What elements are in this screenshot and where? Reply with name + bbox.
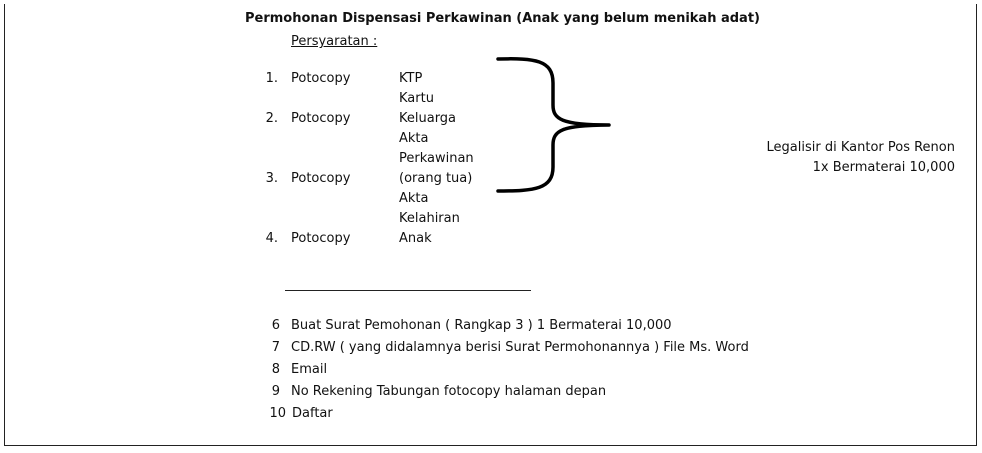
requirement-number: 3. (265, 171, 278, 186)
step-number: 10 (269, 406, 286, 421)
requirement-document: Keluarga (399, 111, 457, 126)
requirement-number: 2. (265, 111, 278, 126)
requirements-heading: Persyaratan : (291, 34, 378, 49)
requirement-document: Anak (399, 231, 432, 246)
step-text: No Rekening Tabungan fotocopy halaman depan (291, 384, 607, 399)
curly-brace-icon (495, 55, 615, 200)
requirement-action: Potocopy (291, 231, 351, 246)
step-number: 9 (271, 384, 280, 399)
step-text: Email (291, 362, 328, 377)
step-text: CD.RW ( yang didalamnya berisi Surat Permohonannya ) File Ms. Word (291, 340, 749, 355)
requirement-action: Potocopy (291, 71, 351, 86)
step-number: 7 (271, 340, 280, 355)
requirement-document: Akta (399, 191, 429, 206)
section-divider (285, 290, 531, 291)
requirement-document: Kartu (399, 91, 434, 106)
step-number: 8 (271, 362, 280, 377)
step-number: 6 (271, 318, 280, 333)
requirement-document: Perkawinan (399, 151, 474, 166)
requirement-document: (orang tua) (399, 171, 473, 186)
requirement-number: 1. (265, 71, 278, 86)
step-text: Daftar (292, 406, 333, 421)
requirement-action: Potocopy (291, 171, 351, 186)
legalization-note: Legalisir di Kantor Pos Renon (766, 140, 955, 155)
requirement-action: Potocopy (291, 111, 351, 126)
document-frame (4, 4, 977, 446)
requirement-document: Kelahiran (399, 211, 460, 226)
requirement-document: Akta (399, 131, 429, 146)
requirement-number: 4. (265, 231, 278, 246)
step-text: Buat Surat Pemohonan ( Rangkap 3 ) 1 Bermaterai 10,000 (291, 318, 672, 333)
document-title: Permohonan Dispensasi Perkawinan (Anak yang belum menikah adat) (245, 11, 760, 26)
stamp-duty-note: 1x Bermaterai 10,000 (812, 160, 955, 175)
requirement-document: KTP (399, 71, 423, 86)
